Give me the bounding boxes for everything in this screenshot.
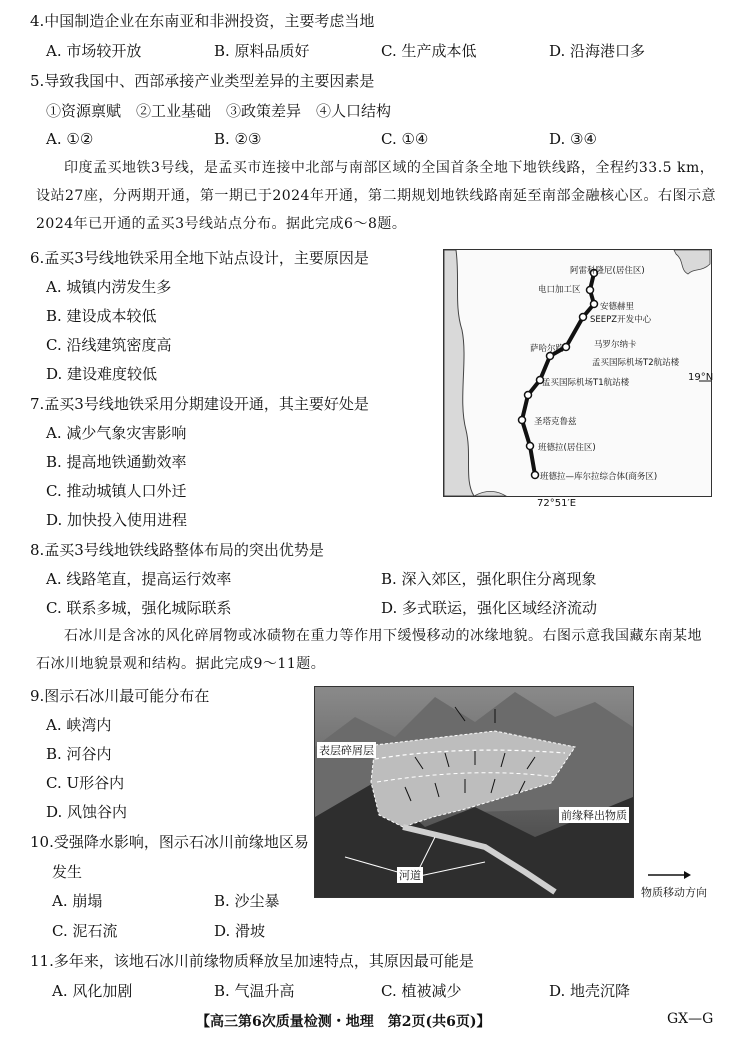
q4-stem: 4.中国制造企业在东南亚和非洲投资，主要考虑当地 — [30, 12, 375, 30]
lake-area — [674, 250, 710, 274]
q7-option-a: A. 减少气象灾害影响 — [46, 424, 187, 442]
q5-option-b: B. ②③ — [214, 130, 262, 148]
q6-option-a: A. 城镇内涝发生多 — [46, 278, 172, 296]
station-label: SEEPZ开发中心 — [590, 315, 652, 325]
q10-stem-cont: 发生 — [52, 863, 83, 881]
q4-option-b: B. 原料品质好 — [214, 42, 310, 60]
q5-option-a: A. ①② — [46, 130, 94, 148]
q7-option-c: C. 推动城镇人口外迁 — [46, 482, 187, 500]
station-label: 马罗尔纳卡 — [594, 340, 637, 350]
passage-mumbai-metro: 印度孟买地铁3号线，是孟买市连接中北部与南部区域的全国首条全地下地铁线路，全程约33.5 km，设站27座，分两期开通，第一期已于2024年开通，第二期规划地铁线路南延至南部金融核心区。右图示意2024年已开通的孟买3号线站点分布。据此完成6～8题。 — [36, 160, 716, 232]
station-label: 孟买国际机场T2航站楼 — [592, 358, 680, 368]
q10-option-c: C. 泥石流 — [52, 922, 118, 940]
station-label: 萨哈尔路 — [530, 344, 565, 354]
q11-stem: 11.多年来，该地石冰川前缘物质释放呈加速特点，其原因最可能是 — [30, 952, 474, 970]
q6-option-b: B. 建设成本较低 — [46, 307, 157, 325]
label-surface-debris: 表层碎屑层 — [319, 744, 374, 757]
q7-stem: 7.孟买3号线地铁采用分期建设开通，其主要好处是 — [30, 395, 369, 413]
station-label: 圣塔克鲁兹 — [534, 417, 577, 427]
arrow-legend-label: 物质移动方向 — [641, 886, 707, 899]
station-label: 安德赫里 — [600, 302, 635, 312]
q4-option-a: A. 市场较开放 — [46, 42, 142, 60]
photo-svg — [315, 687, 633, 897]
page-footer: 【高三第6次质量检测・地理 第2页(共6页)】 — [196, 1014, 491, 1030]
q11-option-b: B. 气温升高 — [214, 982, 295, 1000]
q11-option-d: D. 地壳沉降 — [549, 982, 631, 1000]
q9-option-a: A. 峡湾内 — [46, 716, 112, 734]
q8-option-b: B. 深入郊区，强化职住分离现象 — [381, 570, 597, 588]
longitude-label: 72°51′E — [537, 498, 577, 509]
label-channel: 河道 — [399, 869, 421, 882]
mumbai-metro-map — [443, 249, 712, 497]
q8-stem: 8.孟买3号线地铁线路整体布局的突出优势是 — [30, 541, 324, 559]
q6-stem: 6.孟买3号线地铁采用全地下站点设计，主要原因是 — [30, 249, 369, 267]
q9-option-c: C. U形谷内 — [46, 774, 125, 792]
q4-option-d: D. 沿海港口多 — [549, 42, 646, 60]
q5-factors: ①资源禀赋 ②工业基础 ③政策差异 ④人口结构 — [46, 102, 392, 120]
label-front-release: 前缘释出物质 — [561, 809, 627, 822]
q11-option-a: A. 风化加剧 — [52, 982, 133, 1000]
station-label: 班德拉—库尔拉综合体(商务区) — [540, 472, 658, 482]
q10-option-a: A. 崩塌 — [52, 892, 103, 910]
station-label: 阿雷科隆尼(居住区) — [570, 266, 645, 276]
q5-option-c: C. ①④ — [381, 130, 429, 148]
q11-option-c: C. 植被减少 — [381, 982, 462, 1000]
q10-option-d: D. 滑坡 — [214, 922, 266, 940]
sea-area — [444, 250, 474, 496]
q7-option-b: B. 提高地铁通勤效率 — [46, 453, 187, 471]
q9-option-d: D. 风蚀谷内 — [46, 803, 128, 821]
q4-option-c: C. 生产成本低 — [381, 42, 477, 60]
q10-stem: 10.受强降水影响，图示石冰川前缘地区易 — [30, 833, 309, 851]
station-label: 孟买国际机场T1航站楼 — [542, 378, 630, 388]
q10-option-b: B. 沙尘暴 — [214, 892, 280, 910]
q9-stem: 9.图示石冰川最可能分布在 — [30, 687, 210, 705]
rock-glacier-photo — [314, 686, 634, 898]
passage-rock-glacier: 石冰川是含冰的风化碎屑物或冰碛物在重力等作用下缓慢移动的冰缘地貌。右图示意我国藏东南某地石冰川地貌景观和结构。据此完成9～11题。 — [36, 628, 702, 672]
q5-option-d: D. ③④ — [549, 130, 597, 148]
arrow-legend-icon — [646, 870, 692, 880]
station-label: 电口加工区 — [538, 285, 581, 295]
q8-option-d: D. 多式联运，强化区域经济流动 — [381, 599, 598, 617]
q5-stem: 5.导致我国中、西部承接产业类型差异的主要因素是 — [30, 72, 375, 90]
latitude-label: 19°N — [688, 372, 714, 383]
station-label: 班德拉(居住区) — [538, 443, 596, 453]
q6-option-c: C. 沿线建筑密度高 — [46, 336, 172, 354]
q9-option-b: B. 河谷内 — [46, 745, 112, 763]
q6-option-d: D. 建设难度较低 — [46, 365, 158, 383]
paper-code: GX—G — [667, 1011, 714, 1027]
q8-option-c: C. 联系多城，强化城际联系 — [46, 599, 232, 617]
q8-option-a: A. 线路笔直，提高运行效率 — [46, 570, 232, 588]
q7-option-d: D. 加快投入使用进程 — [46, 511, 188, 529]
